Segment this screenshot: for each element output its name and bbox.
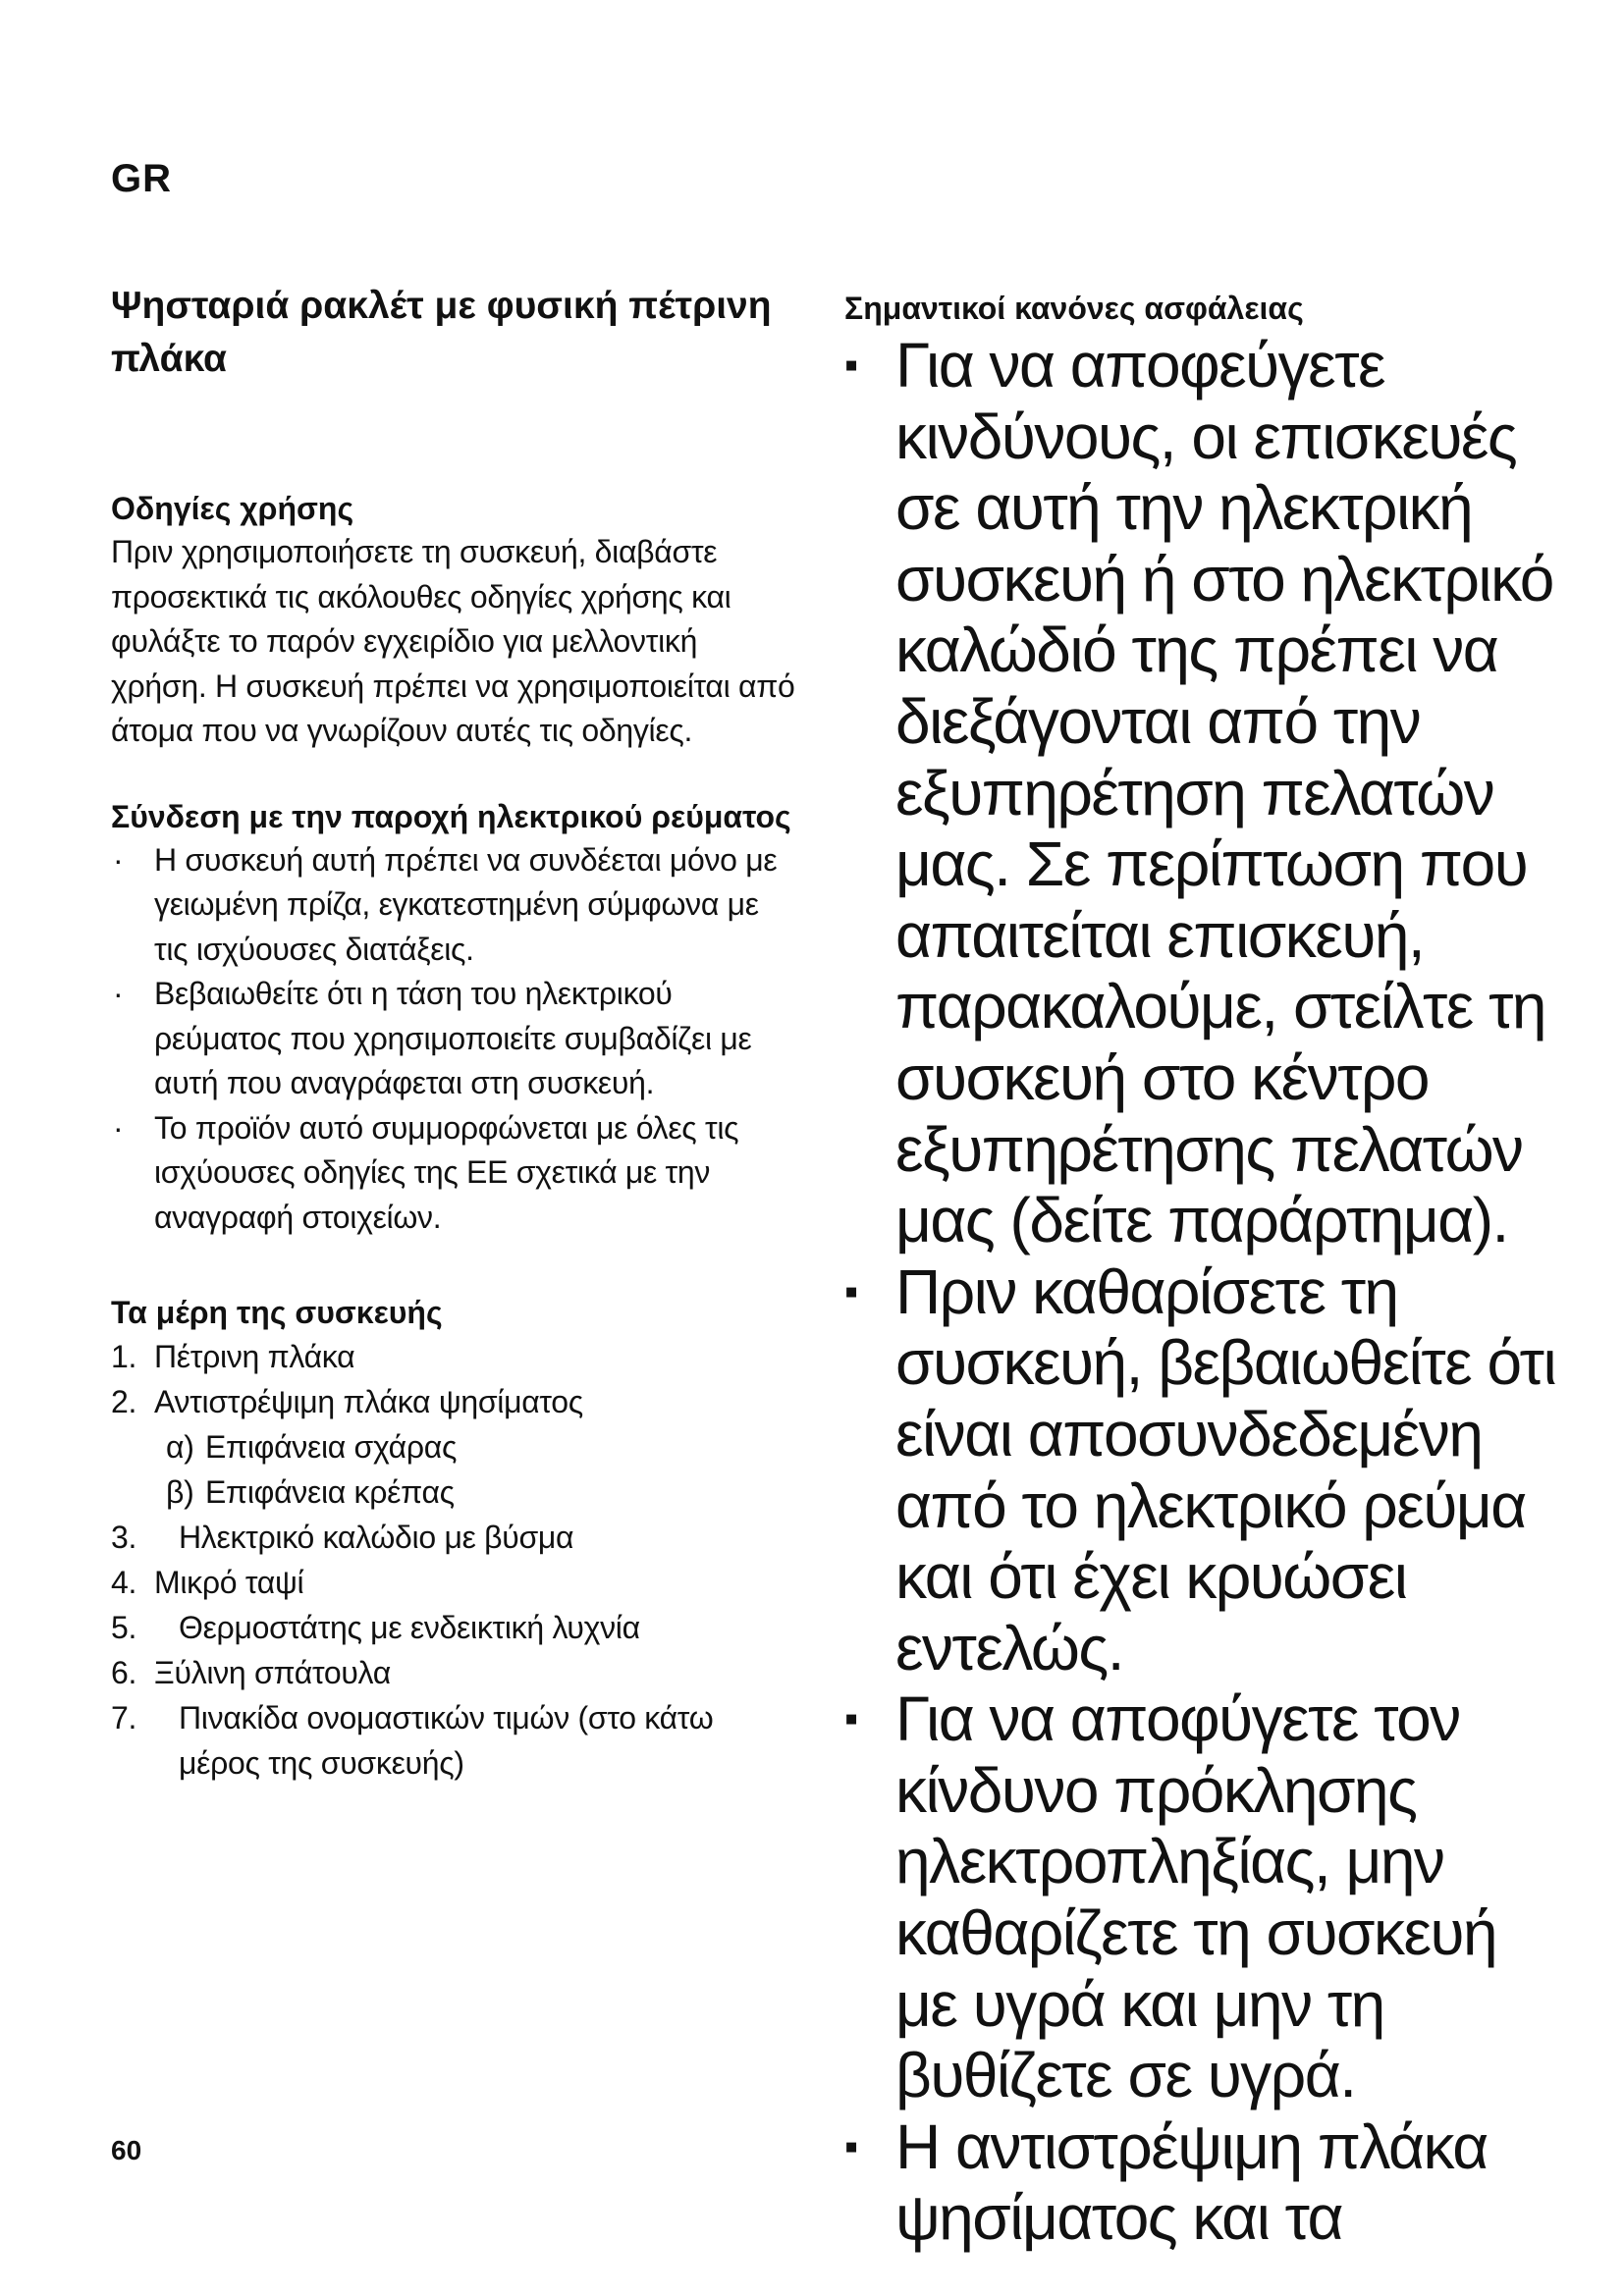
bullet-icon: ▪ [844, 1269, 857, 1313]
list-item-text: Πέτρινη πλάκα [154, 1339, 355, 1374]
list-item [111, 1695, 798, 1786]
list-item-text: Ηλεκτρικό καλώδιο με βύσμα [179, 1520, 574, 1555]
bullet-icon: · [113, 841, 124, 878]
list-item-text: Για να αποφύγετε τον κίνδυνο πρόκλησης ηλεκτροπληξίας, μην καθαρίζετε τη συσκευή με υγρά και μην τη βυθίζετε σε υγρά. [895, 1683, 1497, 2111]
list-item-text: Επιφάνεια κρέπας [205, 1474, 455, 1510]
list-item [111, 1379, 798, 1424]
list-item [111, 1650, 798, 1695]
parts-heading: Τα μέρη της συσκευής [111, 1295, 443, 1330]
list-item-text: Πινακίδα ονομαστικών τιμών (στο κάτω μέρος της συσκευής) [179, 1700, 714, 1781]
page-number: 60 [111, 2135, 142, 2165]
right-column [844, 287, 1561, 2254]
bullet-icon: · [113, 976, 124, 1011]
list-item [111, 1424, 798, 1469]
power-bullet-list [111, 838, 798, 1241]
list-item [111, 1106, 798, 1241]
list-item-number: 1. [111, 1339, 137, 1374]
list-item-number: 2. [111, 1384, 137, 1419]
parts-list [111, 1334, 798, 1786]
power-section [111, 795, 798, 1241]
list-item-number: 6. [111, 1655, 137, 1690]
safety-heading: Σημαντικοί κανόνες ασφάλειας [844, 291, 1304, 326]
list-item [111, 1560, 798, 1605]
list-item-number: 4. [111, 1565, 137, 1600]
list-item [844, 330, 1561, 1256]
list-item [844, 1683, 1561, 2111]
list-item [111, 972, 798, 1106]
bullet-icon: ▪ [844, 344, 857, 387]
list-item-text: Πριν καθαρίσετε τη συσκευή, βεβαιωθείτε ότι είναι αποσυνδεδεμένη από το ηλεκτρικό ρεύμα και ότι έχει κρυώσει εντελώς. [895, 1255, 1556, 1683]
list-item [111, 1515, 798, 1560]
instructions-text: Πριν χρησιμοποιήσετε τη συσκευή, διαβάστε προσεκτικά τις ακόλουθες οδηγίες χρήσης και φυλάξτε το παρόν εγχειρίδιο για μελλοντική χρήση. Η συσκευή πρέπει να χρησιμοποιείται από άτομα που να γνωρίζουν αυτές τις οδηγίες. [111, 534, 795, 748]
list-item-number: 5. [111, 1610, 137, 1645]
document-title: Ψησταριά ρακλέτ με φυσική πέτρινη πλάκα [111, 285, 772, 380]
list-item [111, 1605, 798, 1650]
list-item-number: α) [166, 1429, 194, 1465]
list-item-number: 3. [111, 1520, 137, 1555]
list-item [111, 1334, 798, 1379]
list-item [111, 838, 798, 973]
instructions-heading: Οδηγίες χρήσης [111, 491, 354, 526]
list-item-text: Η συσκευή αυτή πρέπει να συνδέεται μόνο με γειωμένη πρίζα, εγκατεστημένη σύμφωνα με τις ισχύουσες διατάξεις. [154, 841, 778, 967]
list-item [844, 1256, 1561, 1684]
list-item-number: β) [166, 1474, 194, 1510]
list-item-text: Βεβαιωθείτε ότι η τάση του ηλεκτρικού ρεύματος που χρησιμοποιείτε συμβαδίζει με αυτή που αναγράφεται στη συσκευή. [154, 976, 752, 1100]
list-item-text: Το προϊόν αυτό συμμορφώνεται με όλες τις ισχύουσες οδηγίες της ΕΕ σχετικά με την αναγραφή στοιχείων. [154, 1109, 739, 1235]
list-item-text: Μικρό ταψί [154, 1565, 304, 1600]
power-heading: Σύνδεση με την παροχή ηλεκτρικού ρεύματος [111, 798, 791, 834]
instructions-section [111, 487, 798, 754]
list-item-text: Θερμοστάτης με ενδεικτική λυχνία [179, 1610, 640, 1645]
list-item-text: Ξύλινη σπάτουλα [154, 1655, 391, 1690]
list-item-number: 7. [111, 1700, 137, 1735]
bullet-icon: · [113, 1109, 124, 1146]
list-item [111, 1469, 798, 1515]
list-item-text: Επιφάνεια σχάρας [205, 1429, 458, 1465]
left-column [111, 280, 798, 1786]
list-item [844, 2111, 1561, 2254]
parts-section [111, 1291, 798, 1786]
bullet-icon: ▪ [844, 1697, 857, 1741]
safety-bullet-list [844, 330, 1561, 2254]
list-item-text: Αντιστρέψιμη πλάκα ψησίματος [154, 1384, 583, 1419]
language-code: GR [111, 157, 172, 200]
bullet-icon: ▪ [844, 2124, 857, 2168]
list-item-text: Για να αποφεύγετε κινδύνους, οι επισκευές σε αυτή την ηλεκτρική συσκευή ή στο ηλεκτρικό καλώδιό της πρέπει να διεξάγονται από την εξυπηρέτηση πελατών μας. Σε περίπτωση που απαιτείται επισκευή, παρακαλούμε, στείλτε τη συσκευή στο κέντρο εξυπηρέτησης πελατών μας (δείτε παράρτημα). [895, 330, 1553, 1256]
list-item-text: Η αντιστρέψιμη πλάκα ψησίματος και τα [895, 2110, 1488, 2254]
